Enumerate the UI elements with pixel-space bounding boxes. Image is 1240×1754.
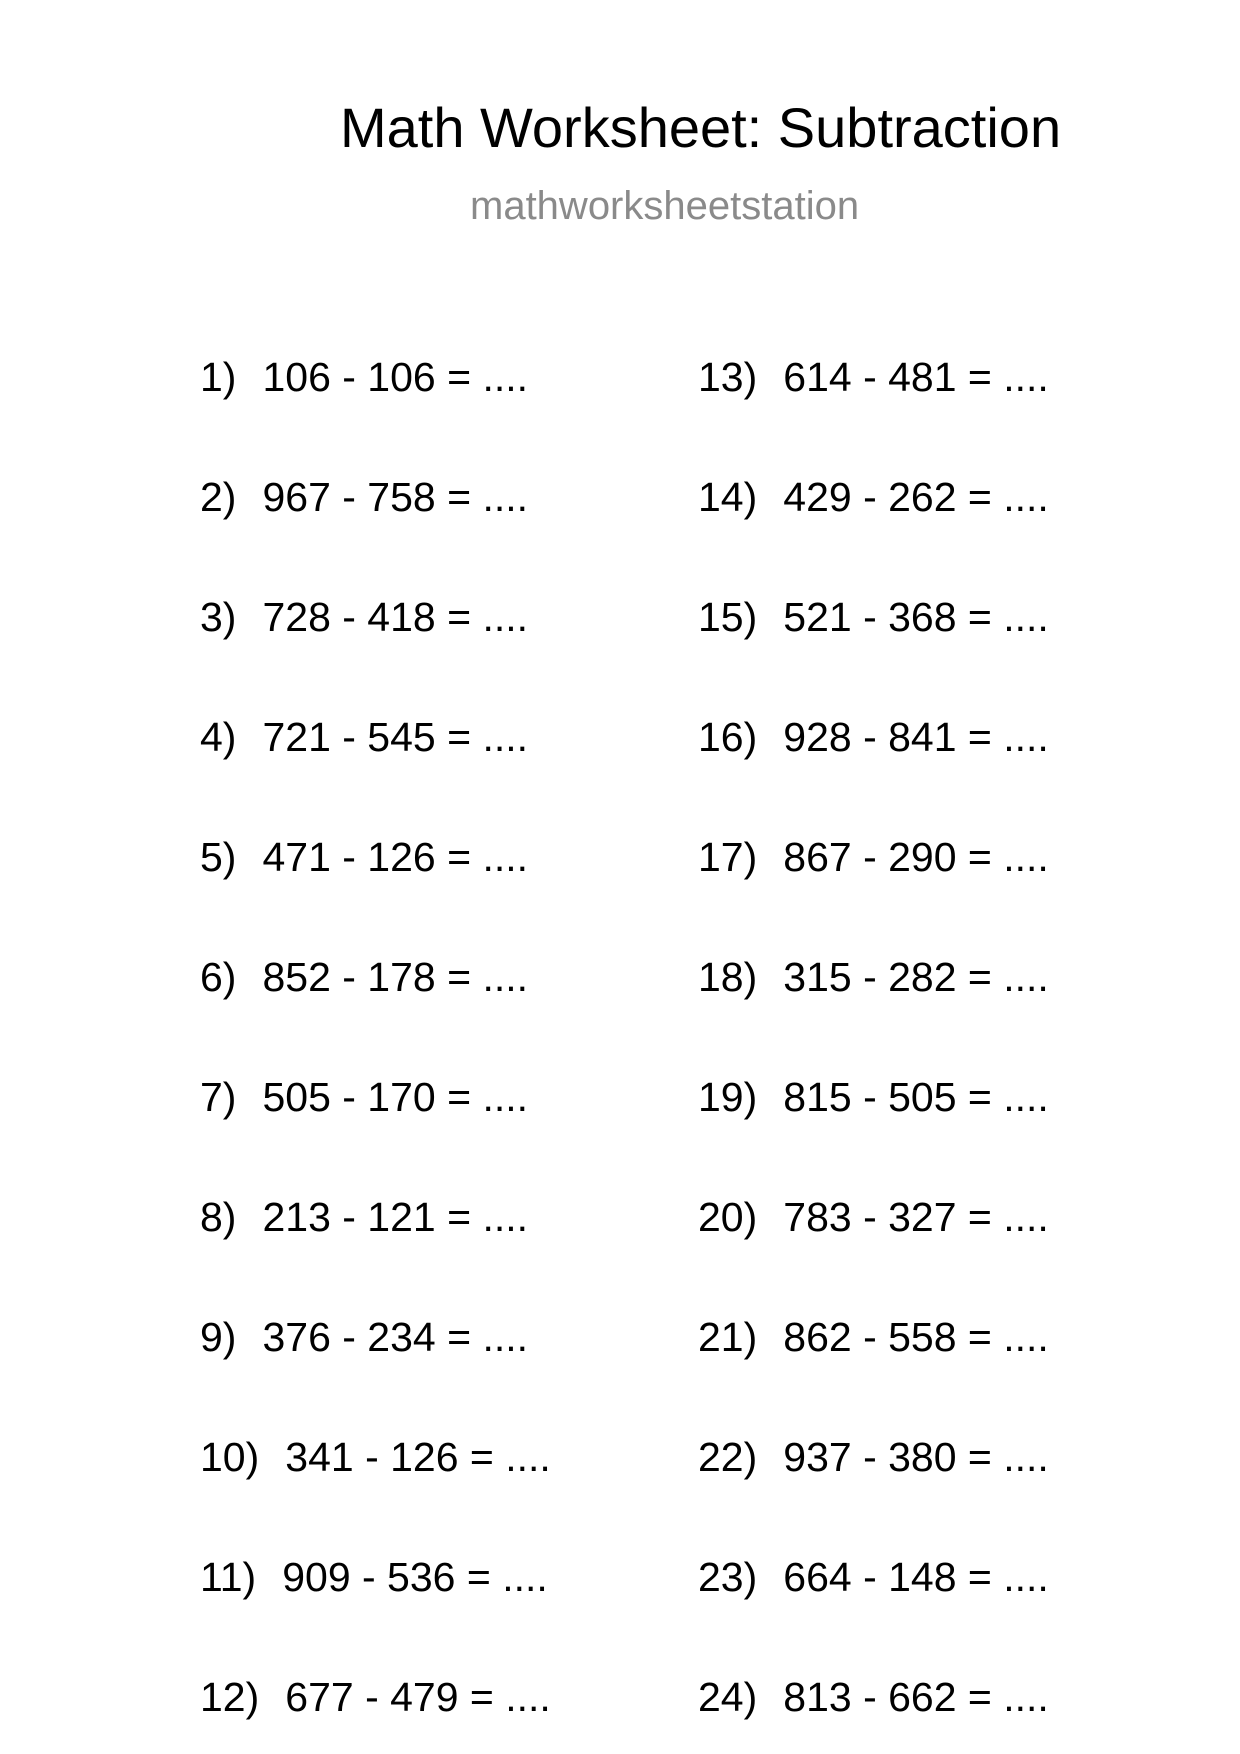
problem-item <box>698 834 1049 880</box>
problem-item <box>698 1314 1049 1360</box>
problem-expression: 862 - 558 = .... <box>783 1314 1049 1360</box>
problem-number: 22) <box>698 1434 758 1480</box>
problem-item <box>200 594 529 640</box>
problem-item <box>698 1434 1049 1480</box>
problem-expression: 967 - 758 = .... <box>262 474 529 520</box>
problem-number: 18) <box>698 954 758 1000</box>
problem-item <box>200 714 529 760</box>
problem-item <box>200 1554 548 1600</box>
problem-expression: 505 - 170 = .... <box>262 1074 529 1120</box>
problem-expression: 429 - 262 = .... <box>783 474 1049 520</box>
problem-expression: 213 - 121 = .... <box>262 1194 529 1240</box>
problem-number: 2) <box>200 474 237 520</box>
problem-item <box>698 714 1049 760</box>
problem-number: 5) <box>200 834 237 880</box>
problem-number: 4) <box>200 714 237 760</box>
problem-number: 17) <box>698 834 758 880</box>
problem-expression: 677 - 479 = .... <box>285 1674 551 1720</box>
problem-item <box>698 594 1049 640</box>
problem-item <box>200 1074 529 1120</box>
problem-item <box>698 954 1049 1000</box>
problem-item <box>698 1674 1049 1720</box>
problem-number: 14) <box>698 474 758 520</box>
problem-number: 6) <box>200 954 237 1000</box>
problem-number: 1) <box>200 354 237 400</box>
problem-item <box>200 474 529 520</box>
problem-expression: 937 - 380 = .... <box>783 1434 1049 1480</box>
problem-number: 16) <box>698 714 758 760</box>
problem-expression: 852 - 178 = .... <box>262 954 529 1000</box>
problem-item <box>698 1554 1049 1600</box>
problem-number: 23) <box>698 1554 758 1600</box>
problem-item <box>698 1194 1049 1240</box>
problem-item <box>200 834 529 880</box>
problem-expression: 521 - 368 = .... <box>783 594 1049 640</box>
problem-expression: 471 - 126 = .... <box>262 834 529 880</box>
problem-item <box>698 1074 1049 1120</box>
problem-expression: 813 - 662 = .... <box>783 1674 1049 1720</box>
problem-expression: 721 - 545 = .... <box>262 714 529 760</box>
problem-number: 10) <box>200 1434 260 1480</box>
problem-expression: 783 - 327 = .... <box>783 1194 1049 1240</box>
problem-number: 21) <box>698 1314 758 1360</box>
problem-item <box>200 1194 529 1240</box>
problem-number: 12) <box>200 1674 260 1720</box>
problem-item <box>698 474 1049 520</box>
problem-number: 13) <box>698 354 758 400</box>
problem-number: 9) <box>200 1314 237 1360</box>
problem-expression: 614 - 481 = .... <box>783 354 1049 400</box>
problem-expression: 341 - 126 = .... <box>285 1434 551 1480</box>
problem-expression: 106 - 106 = .... <box>262 354 529 400</box>
worksheet-title: Math Worksheet: Subtraction <box>340 96 1062 159</box>
problem-item <box>698 354 1049 400</box>
problem-expression: 664 - 148 = .... <box>783 1554 1049 1600</box>
problem-item <box>200 954 529 1000</box>
problem-expression: 815 - 505 = .... <box>783 1074 1049 1120</box>
problem-expression: 376 - 234 = .... <box>262 1314 529 1360</box>
problem-expression: 909 - 536 = .... <box>282 1554 548 1600</box>
problem-number: 24) <box>698 1674 758 1720</box>
problem-number: 7) <box>200 1074 237 1120</box>
problem-expression: 928 - 841 = .... <box>783 714 1049 760</box>
problem-item <box>200 354 529 400</box>
problem-number: 8) <box>200 1194 237 1240</box>
problem-item <box>200 1434 551 1480</box>
problem-number: 3) <box>200 594 237 640</box>
problem-number: 19) <box>698 1074 758 1120</box>
problem-number: 20) <box>698 1194 758 1240</box>
problem-expression: 867 - 290 = .... <box>783 834 1049 880</box>
problem-item <box>200 1674 551 1720</box>
problem-item <box>200 1314 529 1360</box>
worksheet-source: mathworksheetstation <box>470 184 860 228</box>
problem-number: 15) <box>698 594 758 640</box>
problem-expression: 728 - 418 = .... <box>262 594 529 640</box>
problem-number: 11) <box>200 1554 257 1600</box>
problem-expression: 315 - 282 = .... <box>783 954 1049 1000</box>
